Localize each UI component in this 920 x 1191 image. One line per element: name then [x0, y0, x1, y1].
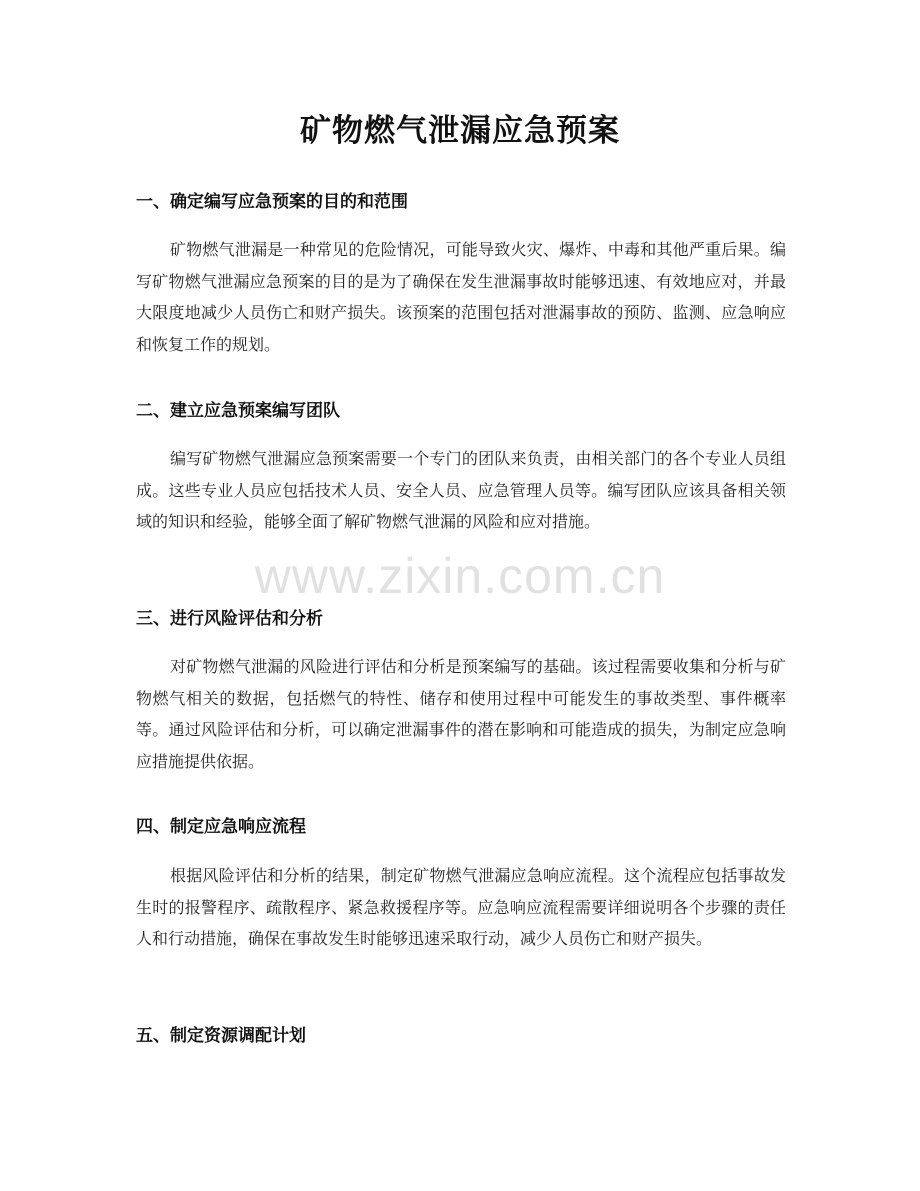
section-heading-4: 四、制定应急响应流程 [136, 817, 306, 837]
section-heading-1: 一、确定编写应急预案的目的和范围 [136, 192, 408, 212]
section-heading-3: 三、进行风险评估和分析 [136, 609, 323, 629]
section-heading-2: 二、建立应急预案编写团队 [136, 401, 340, 421]
section-paragraph-1: 矿物燃气泄漏是一种常见的危险情况，可能导致火灾、爆炸、中毒和其他严重后果。编写矿物燃气泄漏应急预案的目的是为了确保在发生泄漏事故时能够迅速、有效地应对，并最大限度地减少人员伤亡和财产损失。该预案的范围包括对泄漏事故的预防、监测、应急响应和恢复工作的规划。 [136, 240, 786, 354]
document-title: 矿物燃气泄漏应急预案 [300, 113, 620, 149]
watermark: www.zixin.com.cn [254, 548, 666, 604]
section-paragraph-4: 根据风险评估和分析的结果，制定矿物燃气泄漏应急响应流程。这个流程应包括事故发生时的报警程序、疏散程序、紧急救援程序等。应急响应流程需要详细说明各个步骤的责任人和行动措施，确保在事故发生时能够迅速采取行动，减少人员伤亡和财产损失。 [136, 866, 786, 948]
section-paragraph-2: 编写矿物燃气泄漏应急预案需要一个专门的团队来负责，由相关部门的各个专业人员组成。这些专业人员应包括技术人员、安全人员、应急管理人员等。编写团队应该具备相关领域的知识和经验，能够全面了解矿物燃气泄漏的风险和应对措施。 [136, 449, 786, 531]
section-paragraph-3: 对矿物燃气泄漏的风险进行评估和分析是预案编写的基础。该过程需要收集和分析与矿物燃气相关的数据，包括燃气的特性、储存和使用过程中可能发生的事故类型、事件概率等。通过风险评估和分析，可以确定泄漏事件的潜在影响和可能造成的损失，为制定应急响应措施提供依据。 [136, 657, 786, 771]
section-heading-5: 五、制定资源调配计划 [136, 1026, 306, 1046]
